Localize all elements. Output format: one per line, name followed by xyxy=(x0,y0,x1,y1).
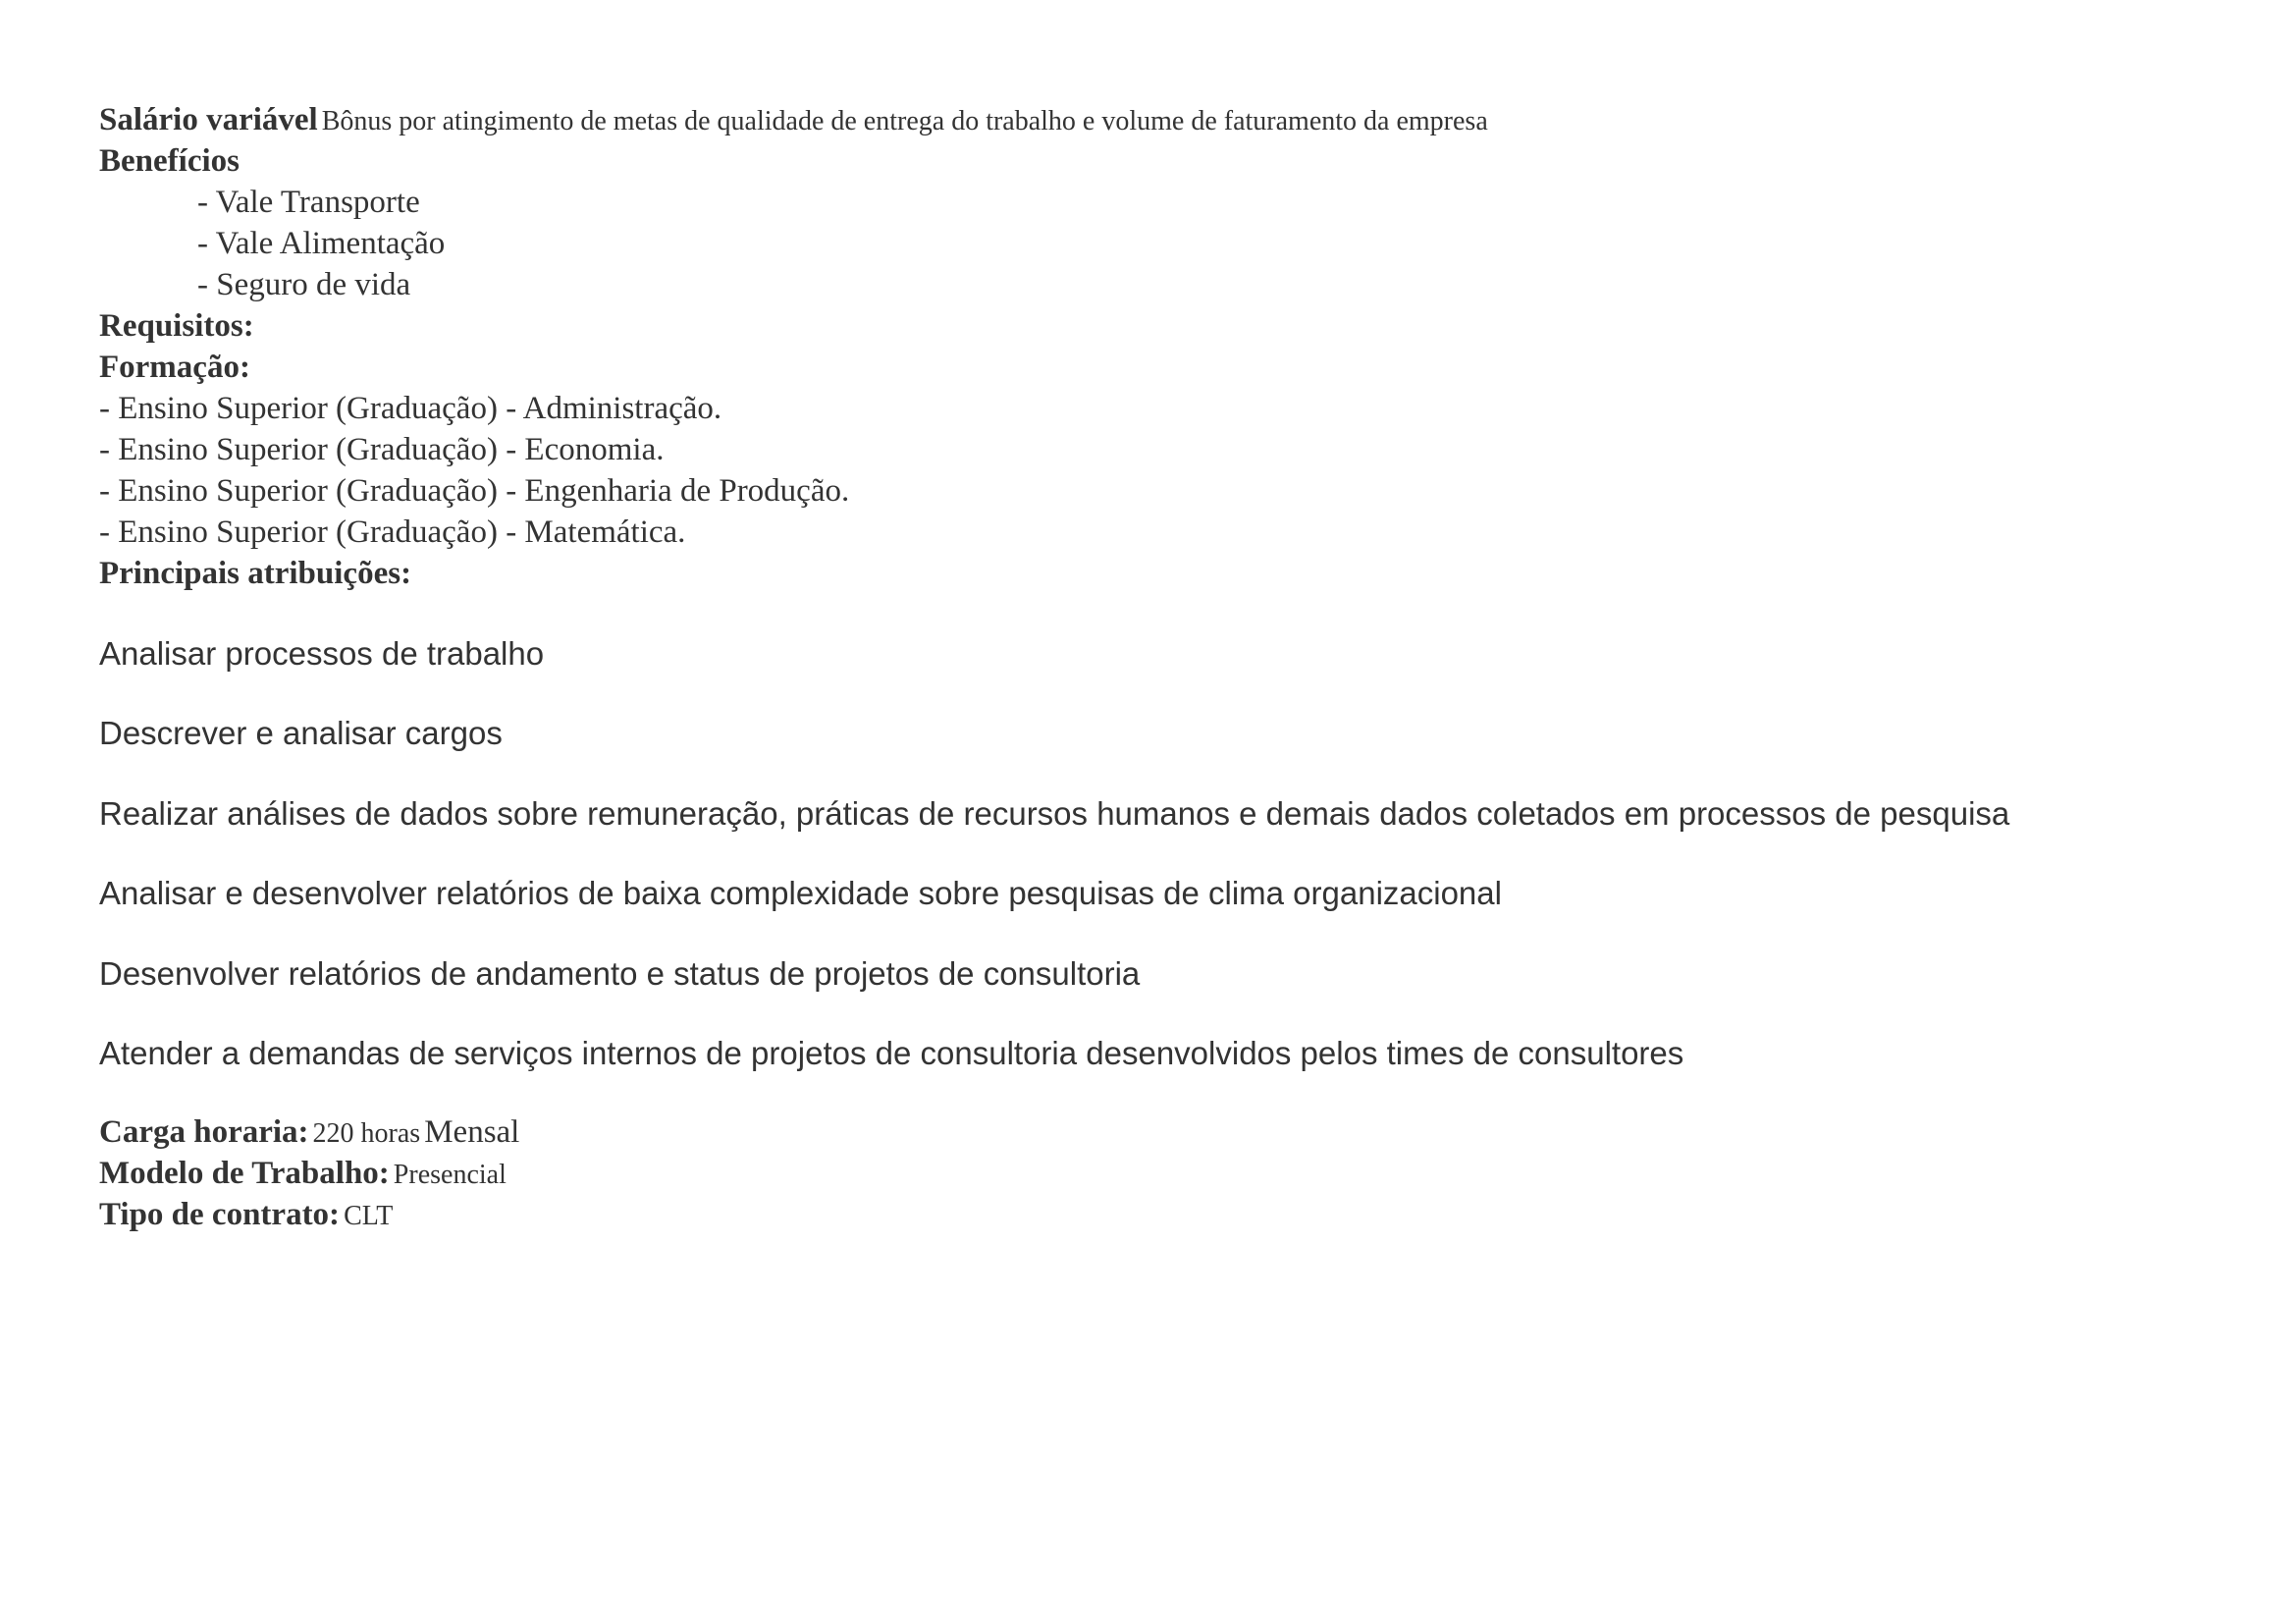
atribuicao-item: Descrever e analisar cargos xyxy=(99,715,503,751)
modelo-line xyxy=(99,1158,507,1190)
atribuicao-item: Desenvolver relatórios de andamento e status de projetos de consultoria xyxy=(99,955,1141,992)
beneficio-item: - Vale Alimentação xyxy=(197,226,446,261)
formacao-item: - Ensino Superior (Graduação) - Matemática. xyxy=(99,514,686,550)
salario-line xyxy=(99,104,1488,136)
atribuicao-item: Atender a demandas de serviços internos de projetos de consultoria desenvolvidos pelos times de consultores xyxy=(99,1035,1684,1071)
beneficio-item: - Vale Transporte xyxy=(197,185,420,220)
salario-value: Bônus por atingimento de metas de qualidade de entrega do trabalho e volume de faturamento da empresa xyxy=(321,106,1488,136)
formacao-item: - Ensino Superior (Graduação) - Economia. xyxy=(99,432,665,467)
beneficios-heading: Benefícios xyxy=(99,143,240,179)
carga-line xyxy=(99,1116,519,1149)
carga-label: Carga horaria: xyxy=(99,1114,309,1150)
modelo-value: Presencial xyxy=(393,1160,507,1190)
formacao-item: - Ensino Superior (Graduação) - Administração. xyxy=(99,391,722,426)
formacao-heading: Formação: xyxy=(99,350,250,385)
atribuicoes-heading: Principais atribuições: xyxy=(99,556,412,591)
requisitos-heading: Requisitos: xyxy=(99,308,254,344)
beneficio-item: - Seguro de vida xyxy=(197,267,411,302)
salario-label: Salário variável xyxy=(99,102,318,137)
atribuicao-item: Analisar e desenvolver relatórios de baixa complexidade sobre pesquisas de clima organizacional xyxy=(99,875,1502,911)
carga-value-period: Mensal xyxy=(424,1114,520,1150)
modelo-label: Modelo de Trabalho: xyxy=(99,1156,390,1191)
atribuicao-item: Analisar processos de trabalho xyxy=(99,635,545,672)
atribuicao-item: Realizar análises de dados sobre remuneração, práticas de recursos humanos e demais dados coletados em processos de pesquisa xyxy=(99,795,2010,832)
carga-value-hours: 220 horas xyxy=(312,1118,421,1149)
contrato-label: Tipo de contrato: xyxy=(99,1197,341,1232)
formacao-item: - Ensino Superior (Graduação) - Engenharia de Produção. xyxy=(99,473,850,509)
contrato-line xyxy=(99,1199,393,1231)
contrato-value: CLT xyxy=(344,1201,394,1231)
